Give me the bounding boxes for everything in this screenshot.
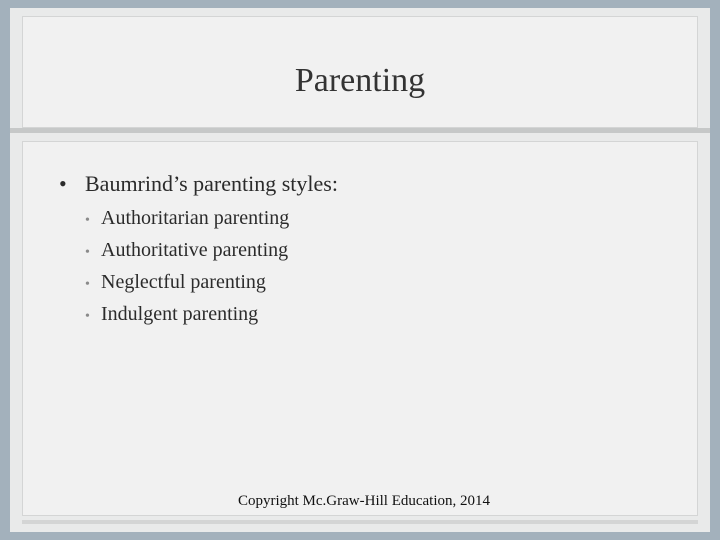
sub-bullet-marker: • — [85, 309, 90, 324]
sub-bullet-text: Indulgent parenting — [101, 303, 259, 325]
slide-title: Parenting — [294, 62, 426, 99]
sub-bullet-marker: • — [85, 213, 90, 228]
bullet-marker: • — [59, 171, 67, 196]
title-area — [22, 16, 698, 128]
sub-bullet-list — [85, 202, 289, 330]
sub-bullet-text: Neglectful parenting — [101, 271, 266, 293]
sub-bullet — [85, 202, 289, 234]
sub-bullet-marker: • — [85, 245, 90, 260]
content-area — [22, 141, 698, 516]
sub-bullet-text: Authoritarian parenting — [101, 207, 290, 229]
main-bullet-text: Baumrind’s parenting styles: — [85, 171, 338, 196]
sub-bullet-text: Authoritative parenting — [101, 239, 289, 261]
sub-bullet — [85, 266, 289, 298]
sub-bullet-marker: • — [85, 277, 90, 292]
bottom-divider — [22, 520, 698, 524]
copyright-footer: Copyright Mc.Graw-Hill Education, 2014 — [237, 493, 491, 509]
slide — [10, 8, 710, 532]
sub-bullet — [85, 234, 289, 266]
main-bullet — [59, 170, 338, 198]
sub-bullet — [85, 298, 289, 330]
title-divider — [10, 128, 710, 133]
